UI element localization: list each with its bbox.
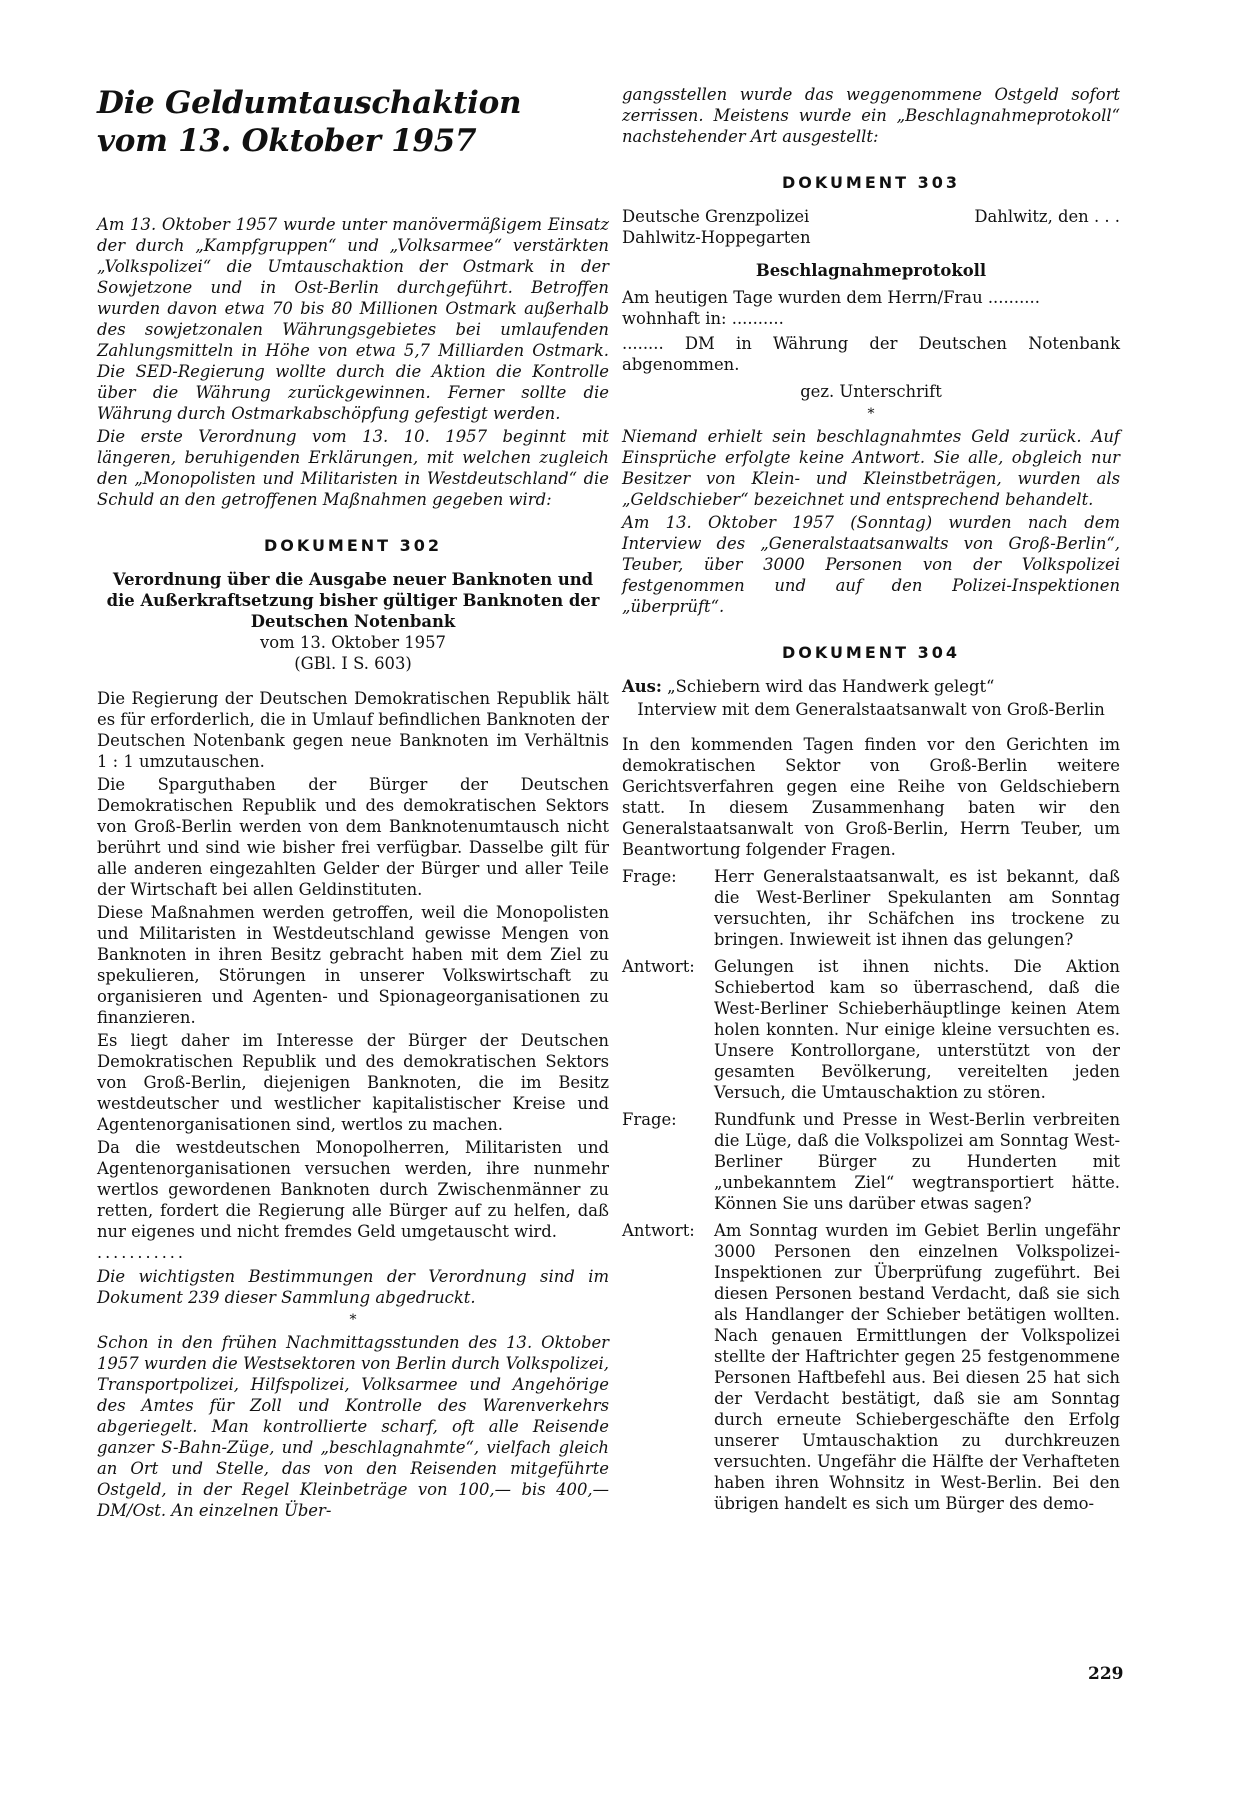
- intro-paragraph: Am 13. Oktober 1957 wurde unter manövermäßigem Einsatz der durch „Kampfgruppen“ und „Volksarmee“ verstärkten „Volkspolizei“ die Umtauschaktion der Ostmark in der Sowjetzone und in Ost-Berlin durchgeführt. Betroffen wurden davon etwa 70 bis 80 Millionen Ostmark außerhalb des sowjetzonalen Währungsgebietes bei umlaufenden Zahlungsmitteln in Höhe von etwa 5,7 Milliarden Ostmark. Die SED-Regierung wollte durch die Aktion die Kontrolle über die Währung zurückgewinnen. Ferner sollte die Währung durch Ostmarkabschöpfung gefestigt werden.: [97, 215, 609, 423]
- qa-label: Antwort:: [622, 957, 695, 976]
- qa-item: [622, 1109, 1120, 1214]
- qa-text: Herr Generalstaatsanwalt, es ist bekannt, daß die West-Berliner Spekulanten am Sonntag versuchten, ihr Schäfchen ins trockene zu bringen. Inwieweit ist ihnen das gelungen?: [714, 867, 1120, 949]
- document-303-commentary: Am 13. Oktober 1957 (Sonntag) wurden nach dem Interview des „Generalstaatsanwalts von Groß-Berlin“, Teuber, über 3000 Personen von der Volkspolizei festgenommen und auf den Polizei-Inspektionen „überprüft“.: [622, 513, 1120, 616]
- document-304-subtitle: Interview mit dem Generalstaatsanwalt von Groß-Berlin: [637, 700, 1105, 719]
- right-column: [622, 84, 1120, 1514]
- qa-label: Antwort:: [622, 1221, 695, 1240]
- document-302-title: Verordnung über die Ausgabe neuer Banknoten und die Außerkraftsetzung bisher gültiger Banknoten der Deutschen Notenbank: [106, 570, 600, 631]
- document-302-heading: DOKUMENT 302: [263, 536, 443, 555]
- qa-item: [622, 956, 1120, 1103]
- document-304-source: [622, 676, 1120, 697]
- document-302-paragraph: Die Sparguthaben der Bürger der Deutschen Demokratischen Republik und des demokratischen Sektors von Groß-Berlin werden von dem Banknotenumtausch nicht berührt und sind wie bisher frei verfügbar. Dasselbe gilt für alle anderen eingezahlten Gelder der Bürger und aller Teile der Wirtschaft bei allen Geldinstituten.: [97, 775, 609, 899]
- omission-dots: ...........: [97, 1243, 186, 1262]
- document-302-source: (GBl. I S. 603): [294, 654, 412, 673]
- qa-label: Frage:: [622, 1110, 677, 1129]
- separator-star: *: [867, 406, 875, 422]
- document-303-commentary: Niemand erhielt sein beschlagnahmtes Geld zurück. Auf Einsprüche erfolgte keine Antwort. Sie alle, obgleich nur Besitzer von Klein- und Kleinstbeträgen, wurden als „Geldschieber“ bezeichnet und entsprechend behandelt.: [622, 427, 1120, 509]
- form-line: Am heutigen Tage wurden dem Herrn/Frau ..........: [622, 288, 1040, 307]
- document-302-note: Die wichtigsten Bestimmungen der Verordnung sind im Dokument 239 dieser Sammlung abgedruckt.: [97, 1267, 609, 1307]
- title-line-2: vom 13. Oktober 1957: [97, 123, 477, 159]
- qa-label: Frage:: [622, 867, 677, 886]
- source-label: Aus:: [622, 677, 662, 696]
- narrative-paragraph: Schon in den frühen Nachmittagsstunden des 13. Oktober 1957 wurden die Westsektoren von Berlin durch Volkspolizei, Transportpolizei, Hilfspolizei, Volksarmee und Angehörige des Amtes für Zoll und Kontrolle des Warenverkehrs abgeriegelt. Man kontrollierte scharf, oft alle Reisende ganzer S-Bahn-Züge, und „beschlagnahmte“, vielfach gleich an Ort und Stelle, das von den Reisenden mitgeführte Ostgeld, in der Regel Kleinbeträge von 100,— bis 400,— DM/Ost. An einzelnen Über-: [97, 1333, 609, 1520]
- intro-paragraph: Die erste Verordnung vom 13. 10. 1957 beginnt mit längeren, beruhigenden Erklärungen, mit welchen zugleich den „Monopolisten und Militaristen in Westdeutschland“ die Schuld an den getroffenen Maßnahmen gegeben wird:: [97, 427, 609, 509]
- document-302-date: vom 13. Oktober 1957: [260, 633, 446, 652]
- source-title: „Schiebern wird das Handwerk gelegt“: [667, 677, 995, 696]
- form-line: ........ DM in Währung der Deutschen Notenbank abgenommen.: [622, 334, 1120, 374]
- page-number: 229: [1088, 1664, 1124, 1684]
- form-header-row-2: [622, 227, 1120, 248]
- qa-text: Gelungen ist ihnen nichts. Die Aktion Schiebertod kam so überraschend, daß die West-Berliner Schieberhäuptlinge keinen Atem holen konnten. Nur einige kleine versuchten es. Unsere Kontrollorgane, unterstützt von der gesamten Bevölkerung, vereitelten jeden Versuch, die Umtauschaktion zu stören.: [714, 957, 1120, 1102]
- left-column: [97, 84, 609, 1521]
- document-302-paragraph: Die Regierung der Deutschen Demokratischen Republik hält es für erforderlich, die in Umlauf befindlichen Banknoten der Deutschen Notenbank gegen neue Banknoten im Verhältnis 1 : 1 umzutauschen.: [97, 689, 609, 771]
- separator-star: *: [349, 1312, 357, 1328]
- article-title: [97, 84, 609, 160]
- document-302-paragraph: Diese Maßnahmen werden getroffen, weil die Monopolisten und Militaristen in Westdeutschland gewisse Mengen von Banknoten in ihren Besitz gebracht haben mit dem Ziel zu spekulieren, Störungen in unserer Volkswirtschaft zu organisieren und Agenten- und Spionageorganisationen zu finanzieren.: [97, 903, 609, 1027]
- document-302-paragraph: Da die westdeutschen Monopolherren, Militaristen und Agentenorganisationen versuchen werden, ihre nunmehr wertlos gewordenen Banknoten durch Zwischenmänner zu retten, fordert die Regierung alle Bürger auf zu helfen, daß nur eigenes und nicht fremdes Geld umgetauscht wird.: [97, 1138, 609, 1241]
- document-304-intro: In den kommenden Tagen finden vor den Gerichten im demokratischen Sektor von Groß-Berlin weitere Gerichtsverfahren gegen eine Reihe von Geldschiebern statt. In diesem Zusammenhang baten wir den Generalstaatsanwalt von Groß-Berlin, Herrn Teuber, um Beantwortung folgender Fragen.: [622, 735, 1120, 859]
- form-org-line-1: Deutsche Grenzpolizei: [622, 207, 810, 226]
- form-org-line-2: Dahlwitz-Hoppegarten: [622, 228, 811, 247]
- document-303-heading: DOKUMENT 303: [781, 173, 961, 192]
- title-line-1: Die Geldumtauschaktion: [97, 85, 522, 121]
- form-place-date: Dahlwitz, den . . .: [974, 207, 1120, 226]
- document-302-paragraph: Es liegt daher im Interesse der Bürger der Deutschen Demokratischen Republik und des demokratischen Sektors von Groß-Berlin, diejenigen Banknoten, die im Besitz westdeutscher und westlicher kapitalistischer Kreise und Agentenorganisationen sind, wertlos zu machen.: [97, 1031, 609, 1134]
- narrative-continuation: gangsstellen wurde das weggenommene Ostgeld sofort zerrissen. Meistens wurde ein „Beschlagnahmeprotokoll“ nachstehender Art ausgestellt:: [622, 85, 1120, 146]
- form-header-row: [622, 206, 1120, 227]
- form-line: wohnhaft in: ..........: [622, 309, 784, 328]
- document-304-heading: DOKUMENT 304: [781, 643, 961, 662]
- qa-text: Am Sonntag wurden im Gebiet Berlin ungefähr 3000 Personen den einzelnen Volkspolizei-Inspektionen zur Überprüfung zugeführt. Bei diesen Personen bestand Verdacht, daß sie sich als Handlanger der Schieber betätigen wollten. Nach genauen Ermittlungen der Volkspolizei stellte der Haftrichter gegen 25 festgenommene Personen Haftbefehl aus. Bei diesen 25 hat sich der Verdacht bestätigt, daß sie am Sonntag durch erneute Schiebergeschäfte den Erfolg unserer Umtauschaktion zu durchkreuzen versuchten. Ungefähr die Hälfte der Verhafteten haben ihren Wohnsitz in West-Berlin. Bei den übrigen handelt es sich um Bürger des demo-: [714, 1221, 1120, 1513]
- form-title: Beschlagnahmeprotokoll: [755, 261, 987, 280]
- qa-item: [622, 1220, 1120, 1514]
- qa-text: Rundfunk und Presse in West-Berlin verbreiten die Lüge, daß die Volkspolizei am Sonntag West-Berliner Bürger zu Hunderten mit „unbekanntem Ziel“ wegtransportiert hätte. Können Sie uns darüber etwas sagen?: [714, 1110, 1120, 1213]
- form-signature: gez. Unterschrift: [800, 382, 942, 401]
- qa-item: [622, 866, 1120, 950]
- intro: [97, 214, 609, 510]
